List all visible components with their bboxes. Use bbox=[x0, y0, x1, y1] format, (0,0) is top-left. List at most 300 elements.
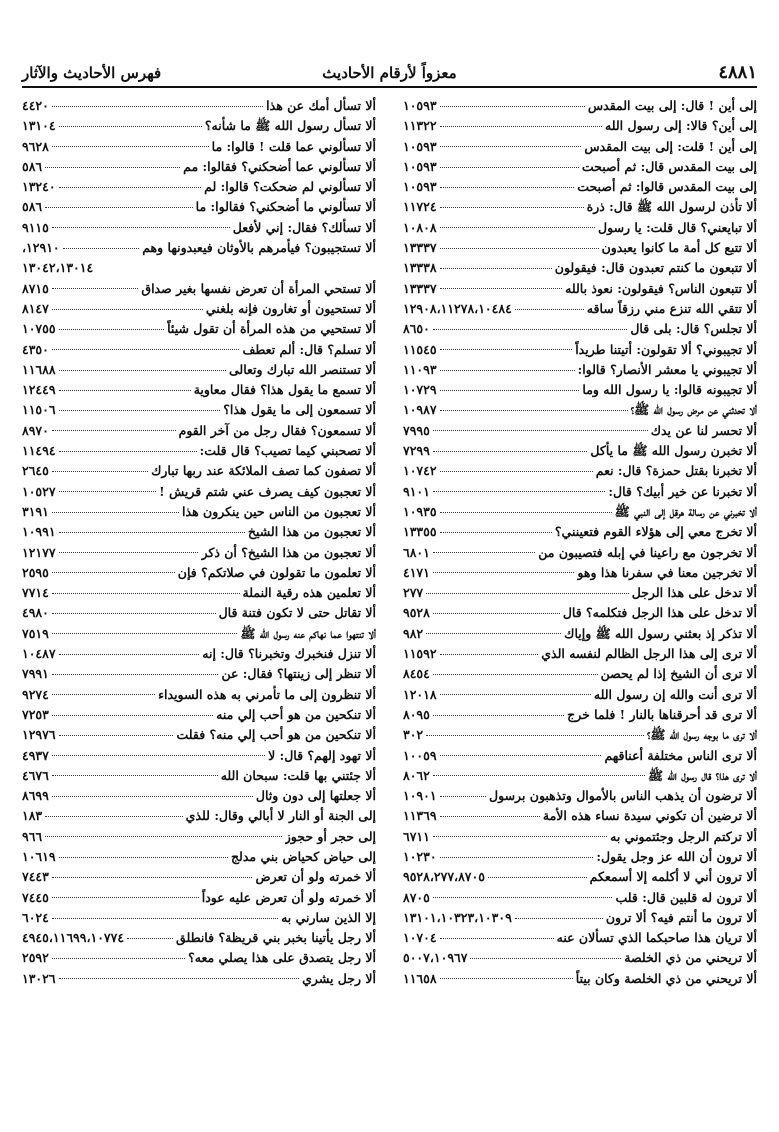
index-entry bbox=[403, 421, 757, 441]
index-entry bbox=[22, 502, 376, 522]
index-entry bbox=[403, 827, 757, 847]
hadith-numbers: ١٢٩١٠، bbox=[22, 240, 60, 256]
hadith-opening: ألا تسألوني لم ضحكت؟ قالوا: لم bbox=[204, 179, 376, 195]
hadith-opening: ألا ترضين أن تكوني سيدة نساء هذه الأمة bbox=[542, 808, 757, 824]
hadith-numbers: ١٠٧٢٩ bbox=[403, 382, 437, 398]
dot-leader bbox=[52, 430, 176, 431]
hadith-numbers: ١٣٠٤٢،١٣٠١٤ bbox=[22, 260, 94, 276]
hadith-numbers: ٨٠٩٥ bbox=[403, 706, 430, 722]
dot-leader bbox=[45, 167, 180, 168]
index-entry bbox=[403, 644, 757, 664]
hadith-opening: ألا تعجبون من هذا الشيخ bbox=[247, 524, 376, 540]
dot-leader bbox=[63, 248, 140, 249]
hadith-opening: ألا تريان هذا صاحبكما الذي تسألان عنه bbox=[556, 930, 757, 946]
dot-leader bbox=[470, 958, 621, 959]
hadith-opening: ألا تسمعون إلى ما يقول هذا؟ bbox=[223, 402, 376, 418]
dot-leader bbox=[52, 918, 278, 919]
index-entry bbox=[22, 685, 376, 705]
hadith-numbers: ١٣٣٣٧ bbox=[403, 280, 437, 296]
hadith-opening: إلى أين ! قلت: إلى بيت المقدس bbox=[584, 138, 757, 154]
dot-leader bbox=[440, 349, 573, 350]
hadith-opening: ألا تسمع ما يقول هذا؟ فقال معاوية bbox=[193, 382, 376, 398]
index-entry bbox=[403, 786, 757, 806]
hadith-opening: ألا ترى ما بوجه رسول الله ﷺ؟ bbox=[646, 727, 757, 743]
hadith-opening: ألا ترون أني لا أكلمه إلا أسمعكم bbox=[589, 869, 757, 885]
hadith-numbers: ١١٦٥٨ bbox=[403, 970, 437, 986]
hadith-numbers: ٢٥٩٢ bbox=[22, 950, 49, 966]
hadith-numbers: ١٢٠١٨ bbox=[403, 686, 437, 702]
hadith-numbers: ١١٥٤٥ bbox=[403, 341, 437, 357]
dot-leader bbox=[440, 938, 554, 939]
hadith-numbers: ١٠٤٨٧ bbox=[22, 646, 56, 662]
hadith-opening: ألا تنظرون إلى ما تأمرني به هذه السويداء bbox=[158, 686, 376, 702]
page-header bbox=[22, 62, 757, 88]
dot-leader bbox=[52, 958, 185, 959]
dot-leader bbox=[52, 715, 213, 716]
hadith-opening: ألا تريحني من ذي الخلصة وكان بيتاً bbox=[575, 970, 757, 986]
index-entry bbox=[403, 583, 757, 603]
dot-leader bbox=[440, 187, 575, 188]
hadith-numbers: ٩٨٢ bbox=[403, 625, 424, 641]
index-entry bbox=[403, 238, 757, 258]
hadith-numbers: ٢٦٤٥ bbox=[22, 463, 49, 479]
hadith-opening: ألا تنزل فنخبرك وتخبرنا؟ قال: إنه bbox=[202, 646, 376, 662]
hadith-numbers: ١٠٧٤٢ bbox=[403, 463, 437, 479]
hadith-numbers: ٩٦٦ bbox=[22, 828, 43, 844]
hadith-opening: ألا تخرج معي إلى هؤلاء القوم فتعينني؟ bbox=[554, 524, 757, 540]
hadith-opening: ألا تسأل رسول الله ﷺ ما شأنه؟ bbox=[204, 118, 376, 134]
hadith-opening: ألا تصحبني كيما تصيب؟ قال قلت: bbox=[199, 443, 376, 459]
index-entry bbox=[22, 258, 376, 278]
index-entry bbox=[403, 380, 757, 400]
hadith-numbers: ٨٦٩٩ bbox=[22, 788, 49, 804]
index-entry bbox=[403, 340, 757, 360]
hadith-opening: ألا تسألوني عما أضحكني؟ فقالوا: مم bbox=[183, 158, 376, 174]
index-entry bbox=[22, 157, 376, 177]
hadith-opening: ألا ترون له قلبين قال: قلب bbox=[615, 889, 757, 905]
hadith-opening: ألا ترون ما أنتم فيه؟ ألا ترون bbox=[605, 909, 757, 925]
index-entry bbox=[403, 543, 757, 563]
hadith-numbers: ٣٠٢ bbox=[403, 727, 424, 743]
hadith-opening: ألا تنظر إلى زينتها؟ فقال: عن bbox=[221, 666, 376, 682]
book-title: فهرس الأحاديث والآثار bbox=[22, 64, 162, 82]
dot-leader bbox=[52, 227, 230, 228]
hadith-opening: ألا ترى هذا؟ قال رسول الله ﷺ bbox=[648, 767, 757, 783]
hadith-opening: ألا تخبرني عن رسالة هرقل إلى النبي ﷺ bbox=[614, 503, 757, 519]
dot-leader bbox=[52, 288, 139, 289]
dot-leader bbox=[52, 349, 240, 350]
dot-leader bbox=[433, 451, 588, 452]
hadith-numbers: ٤٩٨٠ bbox=[22, 605, 49, 621]
dot-leader bbox=[440, 167, 579, 168]
index-entry bbox=[22, 888, 376, 908]
hadith-opening: إلى أين؟ قالا: إلى رسول الله bbox=[605, 118, 757, 134]
index-entry bbox=[403, 766, 757, 786]
index-entry bbox=[403, 137, 757, 157]
hadith-opening: ألا خمرته ولو أن تعرض bbox=[255, 869, 376, 885]
hadith-opening: ألا تسأل أمك عن هذا bbox=[266, 98, 376, 113]
hadith-opening: ألا تبايعني؟ قال قلت: يا رسول bbox=[598, 219, 757, 235]
hadith-opening: ألا ترى الناس مختلفة أعناقهم bbox=[604, 747, 757, 763]
index-entry bbox=[403, 746, 757, 766]
hadith-numbers: ٤٩٣٧ bbox=[22, 747, 49, 763]
hadith-opening: ألا تتبعون ما كنتم تعبدون قال: فيقولون bbox=[554, 260, 757, 276]
hadith-opening: إلى أين ! قال: إلى بيت المقدس bbox=[587, 98, 757, 113]
hadith-opening: ألا تعجبون كيف يصرف عني شتم قريش ! bbox=[159, 483, 376, 499]
index-entry bbox=[403, 218, 757, 238]
hadith-opening: إلى حياض كحياض بني مدلج bbox=[230, 848, 376, 864]
hadith-opening: ألا تجيبوني يا معشر الأنصار؟ قالوا: bbox=[577, 361, 757, 377]
hadith-numbers: ٤٤٢٠ bbox=[22, 98, 49, 113]
dot-leader bbox=[52, 775, 218, 776]
hadith-numbers: ٤١٧١ bbox=[403, 564, 430, 580]
index-entry bbox=[403, 888, 757, 908]
index-entry bbox=[22, 116, 376, 136]
index-entry bbox=[22, 441, 376, 461]
dot-leader bbox=[59, 857, 228, 858]
hadith-opening: ألا تنتهوا عما نهاكم عنه رسول الله ﷺ bbox=[240, 625, 376, 641]
hadith-opening: ألا تسألوني ما أضحكني؟ فقالوا: ما bbox=[195, 199, 376, 215]
hadith-opening: إلى حجر أو حجوز bbox=[284, 828, 376, 844]
index-entry bbox=[403, 867, 757, 887]
index-entry bbox=[22, 400, 376, 420]
index-entry bbox=[403, 96, 757, 116]
hadith-numbers: ٧٢٩٩ bbox=[403, 443, 430, 459]
index-entry bbox=[22, 746, 376, 766]
index-entry bbox=[403, 522, 757, 542]
hadith-opening: ألا تنكحين من هو أحب إلي منه؟ فقلت bbox=[176, 727, 376, 743]
index-entry bbox=[403, 360, 757, 380]
index-entry bbox=[403, 847, 757, 867]
page-title: معزواً لأرقام الأحاديث bbox=[322, 64, 457, 82]
index-entry bbox=[403, 258, 757, 278]
dot-leader bbox=[440, 207, 584, 208]
dot-leader bbox=[515, 918, 603, 919]
dot-leader bbox=[433, 775, 645, 776]
hadith-numbers: ١٢١٧٧ bbox=[22, 544, 56, 560]
hadith-numbers: ٤٩٤٥،١١٦٩٩،١٠٧٧٤ bbox=[22, 930, 125, 946]
hadith-numbers: ١٠٥٢٧ bbox=[22, 483, 56, 499]
dot-leader bbox=[45, 836, 282, 837]
hadith-numbers: ١٣١٠١،١٠٣٢٣،١٠٣٠٩ bbox=[403, 909, 512, 925]
index-entry bbox=[403, 116, 757, 136]
hadith-numbers: ١٠٦١٩ bbox=[22, 848, 56, 864]
hadith-numbers: ٩٥٢٨ bbox=[403, 605, 430, 621]
dot-leader bbox=[59, 654, 200, 655]
dot-leader bbox=[59, 532, 245, 533]
index-entry bbox=[22, 96, 376, 116]
hadith-numbers: ١٣٠٢٦ bbox=[22, 970, 56, 986]
index-entry bbox=[403, 603, 757, 623]
hadith-numbers: ١٨٣ bbox=[22, 808, 43, 824]
hadith-numbers: ٨٩٧٠ bbox=[22, 422, 49, 438]
hadith-numbers: ١٠٩٣٥ bbox=[403, 503, 437, 519]
hadith-numbers: ٧٤٤٥ bbox=[22, 889, 49, 905]
dot-leader bbox=[440, 248, 599, 249]
dot-leader bbox=[59, 491, 157, 492]
hadith-numbers: ٤٦٧٦ bbox=[22, 767, 49, 783]
hadith-opening: ألا رجل يأتينا بخبر بني قريظة؟ فانطلق bbox=[176, 930, 376, 946]
index-entry bbox=[22, 664, 376, 684]
hadith-opening: ألا تسلم؟ قال: ألم تعطف bbox=[242, 341, 376, 357]
hadith-opening: ألا تسألك؟ فقال: إني لأفعل bbox=[232, 219, 376, 235]
hadith-opening: ألا تعلمون ما تقولون في صلاتكم؟ فإن bbox=[177, 564, 376, 580]
dot-leader bbox=[59, 410, 221, 411]
hadith-opening: ألا تقاتل حتى لا تكون فتنة قال bbox=[218, 605, 376, 621]
hadith-numbers: ٢٧٧ bbox=[403, 585, 424, 601]
hadith-opening: ألا تستحيون أو تغارون فإنه بلغني bbox=[205, 300, 376, 316]
dot-leader bbox=[52, 694, 155, 695]
index-entry bbox=[22, 137, 376, 157]
dot-leader bbox=[433, 552, 535, 553]
index-entry bbox=[403, 806, 757, 826]
index-entry bbox=[22, 279, 376, 299]
hadith-numbers: ١١٦٨٨ bbox=[22, 361, 56, 377]
hadith-opening: ألا تهود إلهم؟ قال: لا bbox=[268, 747, 376, 763]
hadith-numbers: ١١٤٩٤ bbox=[22, 443, 56, 459]
index-entry bbox=[22, 725, 376, 745]
dot-leader bbox=[52, 796, 253, 797]
hadith-opening: ألا تستجيبون؟ فيأمرهم بالأوثان فيعبدونها وهم bbox=[142, 240, 376, 256]
hadith-numbers: ١٠٥٩٣ bbox=[403, 158, 437, 174]
hadith-numbers: ٤٣٥٠ bbox=[22, 341, 49, 357]
index-entry bbox=[22, 461, 376, 481]
index-entry bbox=[403, 441, 757, 461]
dot-leader bbox=[59, 390, 191, 391]
hadith-opening: ألا تجلس؟ قال: بلى قال bbox=[630, 321, 757, 337]
index-entry bbox=[22, 908, 376, 928]
dot-leader bbox=[59, 735, 174, 736]
dot-leader bbox=[45, 207, 193, 208]
index-entry bbox=[403, 664, 757, 684]
index-entry bbox=[22, 786, 376, 806]
dot-leader bbox=[433, 674, 598, 675]
dot-leader bbox=[433, 897, 613, 898]
index-entry bbox=[403, 685, 757, 705]
index-entry bbox=[22, 827, 376, 847]
hadith-numbers: ٦٠٢٤ bbox=[22, 909, 49, 925]
dot-leader bbox=[433, 329, 627, 330]
hadith-opening: ألا تسمعون؟ فقال رجل من آخر القوم bbox=[178, 422, 376, 438]
hadith-numbers: ١٠٥٩٣ bbox=[403, 138, 437, 154]
index-entry bbox=[403, 705, 757, 725]
dot-leader bbox=[440, 288, 563, 289]
dot-leader bbox=[433, 491, 606, 492]
hadith-opening: ألا تتبع كل أمة ما كانوا يعبدون bbox=[601, 240, 757, 256]
hadith-opening: ألا تحدثني عن مرض رسول الله ﷺ؟ bbox=[630, 402, 757, 418]
hadith-opening: ألا تستحي المرأة أن تعرض نفسها بغير صداق bbox=[141, 280, 376, 296]
dot-leader bbox=[59, 329, 165, 330]
dot-leader bbox=[440, 694, 591, 695]
dot-leader bbox=[52, 633, 237, 634]
hadith-opening: ألا تخبرنا عن خير أبيك؟ قال: bbox=[608, 483, 757, 499]
index-entry bbox=[22, 867, 376, 887]
hadith-numbers: ١١٣٢٢ bbox=[403, 118, 437, 134]
index-entry bbox=[403, 928, 757, 948]
dot-leader bbox=[488, 877, 587, 878]
hadith-opening: ألا تخرجون مع راعينا في إبله فتصيبون من bbox=[538, 544, 757, 560]
dot-leader bbox=[127, 938, 173, 939]
index-entry bbox=[22, 948, 376, 968]
hadith-numbers: ٨٤٥٤ bbox=[403, 666, 430, 682]
hadith-opening: ألا تتبعون الناس؟ فيقولون: نعوذ بالله bbox=[565, 280, 757, 296]
index-entry bbox=[403, 624, 757, 644]
hadith-numbers: ٥٨٦ bbox=[22, 199, 43, 215]
dot-leader bbox=[426, 593, 629, 594]
index-entry bbox=[403, 157, 757, 177]
index-entry bbox=[22, 360, 376, 380]
hadith-numbers: ١٠٧٥٥ bbox=[22, 321, 56, 337]
hadith-opening: ألا تأذن لرسول الله ﷺ قال: ذرة bbox=[586, 199, 757, 215]
hadith-opening: إلا الذين سارني به bbox=[281, 909, 376, 925]
hadith-opening: ألا تدخل على هذا الرجل bbox=[631, 585, 757, 601]
hadith-numbers: ٨٦٥٠ bbox=[403, 321, 430, 337]
index-entry bbox=[403, 319, 757, 339]
hadith-numbers: ١١٣٦٩ bbox=[403, 808, 437, 824]
dot-leader bbox=[52, 877, 253, 878]
hadith-numbers: ١١٥٩٢ bbox=[403, 646, 437, 662]
dot-leader bbox=[433, 430, 648, 431]
index-entry bbox=[403, 502, 757, 522]
index-entry bbox=[22, 177, 376, 197]
hadith-opening: ألا تتقي الله تنزع مني رزقاً ساقه bbox=[586, 300, 757, 316]
dot-leader bbox=[440, 532, 552, 533]
hadith-opening: ألا تخبرنا بقتل حمزة؟ قال: نعم bbox=[595, 463, 757, 479]
hadith-numbers: ٦٧١١ bbox=[403, 828, 430, 844]
index-entry bbox=[403, 461, 757, 481]
hadith-numbers: ١٠٧٠٤ bbox=[403, 930, 437, 946]
index-entry bbox=[22, 603, 376, 623]
hadith-numbers: ١٠٥٩٣ bbox=[403, 179, 437, 195]
hadith-numbers: ١١٠٩٣ bbox=[403, 361, 437, 377]
hadith-opening: ألا تذكر إذ بعثني رسول الله ﷺ وإياك bbox=[564, 625, 757, 641]
hadith-numbers: ٣١٩١ bbox=[22, 503, 49, 519]
index-entry bbox=[403, 299, 757, 319]
hadith-numbers: ١٠٩٩١ bbox=[22, 524, 56, 540]
hadith-opening: ألا ترون أن الله عز وجل يقول: bbox=[596, 848, 757, 864]
hadith-opening: ألا تعجبون من هذا الشيخ؟ أن ذكر bbox=[201, 544, 376, 560]
hadith-opening: ألا ترى إلى هذا الرجل الظالم لنفسه الذي bbox=[541, 646, 757, 662]
index-entry bbox=[22, 543, 376, 563]
dot-leader bbox=[59, 187, 202, 188]
index-entry bbox=[22, 319, 376, 339]
dot-leader bbox=[52, 593, 240, 594]
hadith-opening: ألا تنكحين من هو أحب إلي منه bbox=[216, 706, 376, 722]
index-entry bbox=[403, 482, 757, 502]
hadith-numbers: ٨٧١٥ bbox=[22, 280, 49, 296]
hadith-numbers: ١١٥٠٦ bbox=[22, 402, 56, 418]
index-entry bbox=[403, 279, 757, 299]
hadith-opening: ألا ترى أن الشيخ إذا لم يحصن bbox=[600, 666, 757, 682]
hadith-opening: ألا رجل يتصدق على هذا يصلي معه؟ bbox=[188, 950, 376, 966]
index-entry bbox=[22, 563, 376, 583]
dot-leader bbox=[52, 572, 175, 573]
hadith-numbers: ١٣١٠٤ bbox=[22, 118, 56, 134]
dot-leader bbox=[59, 552, 199, 553]
left-column bbox=[22, 96, 376, 1106]
index-entry bbox=[403, 725, 757, 745]
dot-leader bbox=[440, 796, 486, 797]
hadith-numbers: ١٢٩٠٨،١١٢٧٨،١٠٤٨٤ bbox=[403, 300, 512, 316]
index-entry bbox=[22, 583, 376, 603]
dot-leader bbox=[433, 836, 607, 837]
hadith-numbers: ٧٤٤٣ bbox=[22, 869, 49, 885]
hadith-opening: ألا جعلتها إلى دون وثال bbox=[255, 788, 376, 804]
dot-leader bbox=[440, 268, 552, 269]
index-entry bbox=[22, 482, 376, 502]
index-entry bbox=[403, 908, 757, 928]
index-entry bbox=[403, 177, 757, 197]
hadith-numbers: ١٠٩٠١ bbox=[403, 788, 437, 804]
dot-leader bbox=[52, 613, 216, 614]
dot-leader bbox=[59, 978, 300, 979]
index-entry bbox=[22, 299, 376, 319]
hadith-opening: ألا تريحني من ذي الخلصة bbox=[624, 950, 757, 966]
hadith-opening: ألا تستحيي من هذه المرأة أن تقول شيئاً bbox=[167, 321, 376, 337]
index-entry bbox=[22, 928, 376, 948]
dot-leader bbox=[440, 978, 573, 979]
dot-leader bbox=[59, 451, 197, 452]
dot-leader bbox=[440, 126, 602, 127]
right-column bbox=[403, 96, 757, 1106]
dot-leader bbox=[433, 613, 560, 614]
hadith-numbers: ١٣٣٥٥ bbox=[403, 524, 437, 540]
hadith-opening: ألا تستنصر الله تبارك وتعالى bbox=[228, 361, 376, 377]
hadith-numbers: ١١٧٢٤ bbox=[403, 199, 437, 215]
dot-leader bbox=[515, 309, 584, 310]
dot-leader bbox=[440, 390, 580, 391]
hadith-numbers: ٥٨٦ bbox=[22, 158, 43, 174]
dot-leader bbox=[52, 512, 179, 513]
hadith-opening: ألا تسألوني عما قلت ! قالوا: ما bbox=[211, 138, 376, 154]
index-page bbox=[22, 62, 757, 1112]
hadith-numbers: ٧٥١٩ bbox=[22, 625, 49, 641]
index-entry bbox=[403, 197, 757, 217]
hadith-numbers: ٧٩٩١ bbox=[22, 666, 49, 682]
hadith-opening: ألا ترى قد أحرقناها بالنار ! فلما خرج bbox=[567, 706, 757, 722]
index-entry bbox=[22, 238, 376, 258]
index-entry bbox=[403, 969, 757, 989]
hadith-opening: ألا تخرجين معنا في سفرنا هذا وهو bbox=[577, 564, 757, 580]
index-entry bbox=[22, 969, 376, 989]
index-entry bbox=[22, 421, 376, 441]
index-entry bbox=[22, 705, 376, 725]
hadith-numbers: ٧٢٥٣ bbox=[22, 706, 49, 722]
dot-leader bbox=[433, 715, 564, 716]
dot-leader bbox=[59, 370, 226, 371]
hadith-opening: ألا رجل يشري bbox=[302, 970, 376, 986]
hadith-numbers: ٧٩٩٥ bbox=[403, 422, 430, 438]
dot-leader bbox=[426, 735, 644, 736]
dot-leader bbox=[440, 471, 593, 472]
hadith-opening: إلى بيت المقدس قال: ثم أصبحت bbox=[581, 158, 757, 174]
hadith-opening: ألا تركتم الرجل وجئتموني به bbox=[610, 828, 757, 844]
hadith-opening: إلى الجنة أو النار لا أبالي وقال: للذي bbox=[185, 808, 376, 824]
dot-leader bbox=[52, 897, 199, 898]
hadith-opening: ألا ترى أنت والله إن رسول الله bbox=[593, 686, 757, 702]
index-entry bbox=[22, 340, 376, 360]
dot-leader bbox=[426, 633, 561, 634]
dot-leader bbox=[52, 674, 219, 675]
hadith-numbers: ٩١١٥ bbox=[22, 219, 49, 235]
dot-leader bbox=[440, 106, 585, 107]
hadith-opening: ألا تعلمين هذه رقية النملة bbox=[242, 585, 376, 601]
hadith-numbers: ٩١٠١ bbox=[403, 483, 430, 499]
hadith-numbers: ٢٥٩٥ bbox=[22, 564, 49, 580]
dot-leader bbox=[52, 755, 265, 756]
hadith-opening: ألا تدخل على هذا الرجل فتكلمه؟ قال bbox=[562, 605, 757, 621]
hadith-numbers: ٨١٤٧ bbox=[22, 300, 49, 316]
